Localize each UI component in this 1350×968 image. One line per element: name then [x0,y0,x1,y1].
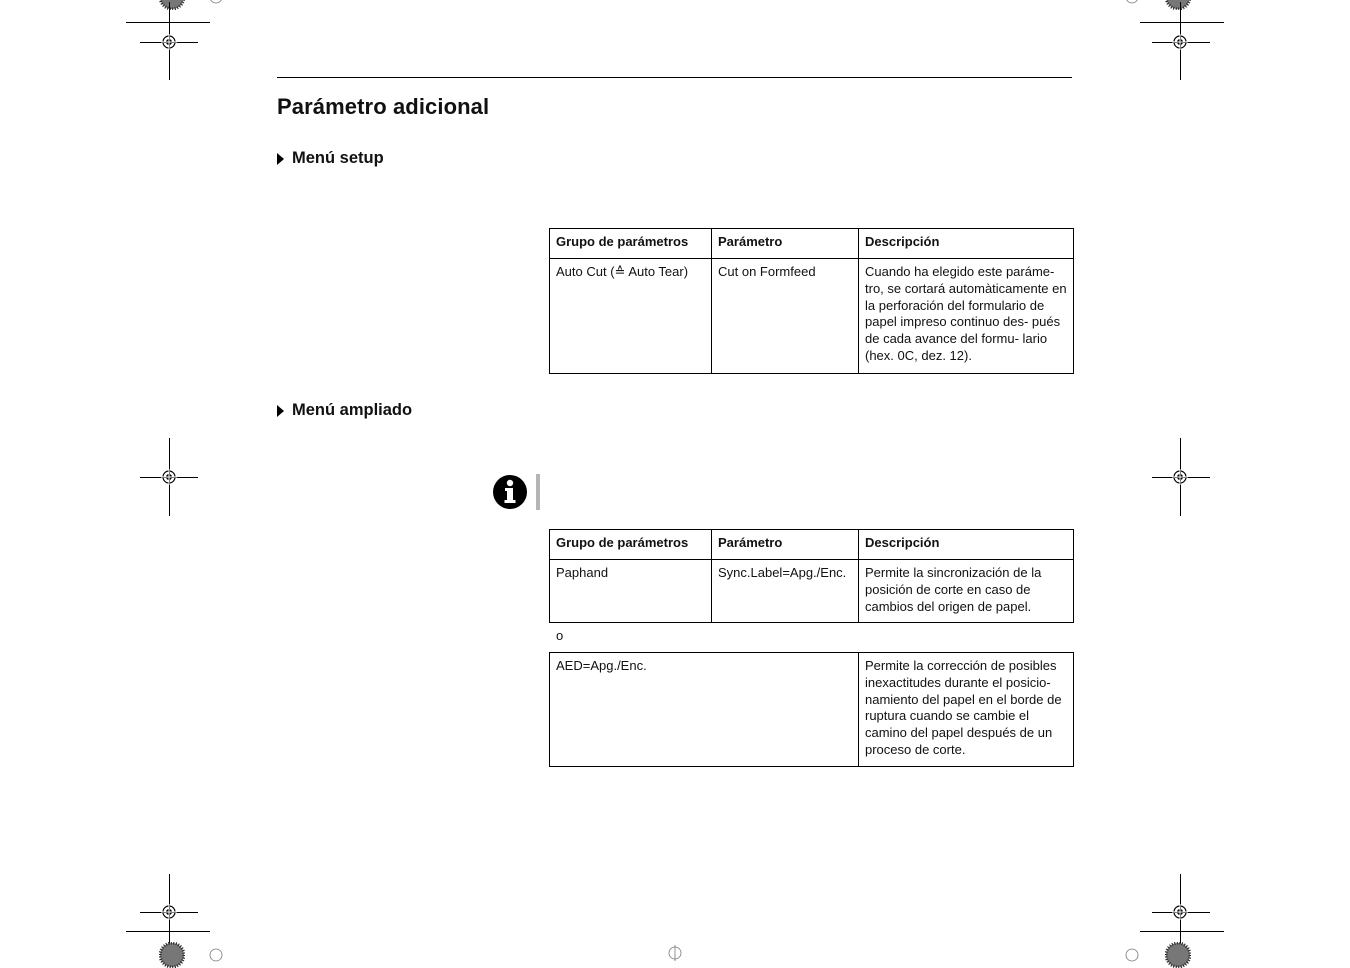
extended-parameter-table-2 [549,652,1074,767]
page-title: Parámetro adicional [277,94,490,119]
table-cell: Permite la corrección de posibles inexactitudes durante el posicio- namiento del papel en el borde de ruptura cuando se cambie el camino del papel después de un proceso de corte. [859,653,1074,767]
registration-target-icon [667,945,683,961]
registration-wheel-icon [1165,942,1191,968]
section-heading-setup [277,149,384,168]
registration-wheel-icon [159,942,185,968]
registration-wheel-icon [1165,0,1191,10]
table-cell: Cut on Formfeed [712,259,859,374]
column-header: Grupo de parámetros [550,229,712,259]
or-separator: o [556,628,564,643]
triangle-bullet-icon [277,153,284,165]
section-heading-extended [277,401,412,420]
table-header-row [550,229,1074,259]
column-header: Descripción [859,530,1074,560]
info-icon [492,474,528,510]
header-rule [277,77,1072,78]
registration-target-icon [161,34,177,50]
registration-target-icon [1172,469,1188,485]
table-cell: Sync.Label=Apg./Enc. [712,560,859,623]
table-row [550,560,1074,623]
registration-target-icon [161,469,177,485]
triangle-bullet-icon [277,405,284,417]
registration-target-icon [161,904,177,920]
setup-parameter-table [549,228,1074,374]
table-cell: Auto Cut (≙ Auto Tear) [550,259,712,374]
registration-target-icon [208,0,224,5]
registration-wheel-icon [159,0,185,10]
extended-parameter-table [549,529,1074,623]
table-header-row [550,530,1074,560]
table-cell: Permite la sincronización de la posición de corte en caso de cambios del origen de papel. [859,560,1074,623]
table-row [550,259,1074,374]
table-row [550,653,1074,767]
registration-target-icon [1124,0,1140,5]
registration-target-icon [1124,947,1140,963]
column-header: Parámetro [712,530,859,560]
table-cell: Paphand [550,560,712,623]
column-header: Grupo de parámetros [550,530,712,560]
section-label: Menú ampliado [292,401,413,419]
column-header: Parámetro [712,229,859,259]
registration-target-icon [1172,34,1188,50]
registration-target-icon [1172,904,1188,920]
table-cell: AED=Apg./Enc. [550,653,859,767]
table-cell: Cuando ha elegido este paráme- tro, se cortará automàticamente en la perforación del formulario de papel impreso continuo des- pués de cada avance del formu- lario (hex. 0C, dez. 12). [859,259,1074,374]
column-header: Descripción [859,229,1074,259]
section-label: Menú setup [292,149,384,167]
registration-target-icon [208,947,224,963]
change-bar [536,474,540,510]
